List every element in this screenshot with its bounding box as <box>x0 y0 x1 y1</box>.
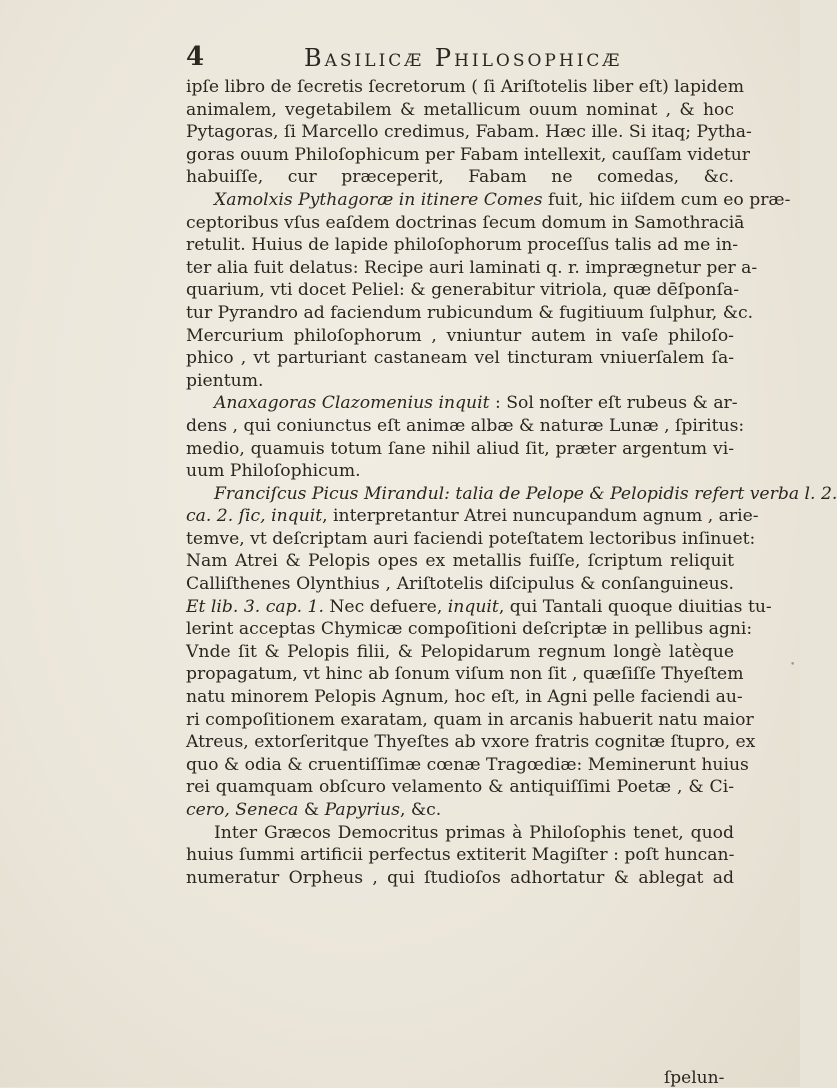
text-line <box>186 234 739 257</box>
text-segment: goras ouum Philoſophicum per Fabam intellexit, cauſſam videtur <box>186 144 751 165</box>
text-segment: Calliſthenes Olynthius , Ariſtotelis diſcipulus & conſanguineus. <box>186 574 734 595</box>
text-line <box>186 663 744 686</box>
text-line <box>186 596 772 619</box>
text-segment: ca. 2. ſic, <box>186 506 272 527</box>
text-line <box>186 867 734 890</box>
page-number: 4 <box>186 42 205 72</box>
catchword: ſpelun- <box>664 1068 725 1088</box>
text-segment: habuiſſe, cur præceperit, Fabam ne comedas, &c. <box>186 167 734 188</box>
text-segment: Inter Græcos Democritus primas à Philoſophis tenet, quod <box>214 822 734 843</box>
text-segment: numeratur Orpheus , qui ſtudioſos adhortatur & ablegat ad <box>186 867 734 888</box>
margin-mark: • <box>790 660 796 670</box>
text-segment: Nec defuere, <box>323 596 448 617</box>
text-line <box>186 460 734 483</box>
text-line <box>186 370 734 393</box>
text-segment: inquit <box>271 506 323 527</box>
text-segment: medio, quamuis totum ſane nihil aliud ſit, præter argentum vi- <box>186 438 734 459</box>
text-line <box>186 438 734 461</box>
text-line <box>186 799 734 822</box>
text-segment: ter alia fuit delatus: Recipe auri laminati q. r. imprægnetur per a- <box>186 257 758 278</box>
text-segment: cero, Seneca <box>186 800 299 820</box>
text-segment: inquit <box>447 596 499 617</box>
text-segment: pientum. <box>186 370 264 391</box>
text-line <box>186 166 734 189</box>
text-line <box>186 279 740 302</box>
text-line <box>186 347 734 370</box>
text-line <box>186 189 791 212</box>
text-segment: dens , qui coniunctus eſt animæ albæ & naturæ Lunæ , ſpiritus: <box>186 415 745 436</box>
text-segment: : Sol noſter eſt rubeus & ar- <box>489 393 738 414</box>
text-segment: Nam Atrei & Pelopis opes ex metallis fuiſſe, ſcriptum reliquit <box>186 551 734 572</box>
text-line <box>186 686 743 709</box>
text-line <box>186 302 754 325</box>
text-segment: rei quamquam obſcuro velamento & antiquiſſimi Poetæ , & Ci- <box>186 777 734 798</box>
text-segment: retulit. Huius de lapide philoſophorum proceſſus talis ad me in- <box>186 235 739 256</box>
text-line <box>186 212 745 235</box>
text-segment: quarium, vti docet Peliel: & generabitur vitriola, quæ dēſponſa- <box>186 280 740 301</box>
text-segment: & <box>298 800 325 820</box>
text-segment: , &c. <box>399 800 442 820</box>
text-segment: propagatum, vt hinc ab ſonum viſum non ſit , quæſiſſe Thyeſtem <box>186 664 744 685</box>
text-segment: natu minorem Pelopis Agnum, hoc eſt, in Agni pelle faciendi au- <box>186 687 743 708</box>
text-line <box>186 325 734 348</box>
text-line <box>186 573 734 596</box>
text-segment: phico , vt parturiant castaneam vel tincturam vniuerſalem ſa- <box>186 348 734 369</box>
text-line <box>186 641 734 664</box>
text-line <box>186 505 759 528</box>
text-line <box>186 121 752 144</box>
text-segment: tur Pyrandro ad faciendum rubicundum & fugitiuum ſulphur, &c. <box>186 302 754 323</box>
text-segment: Pytagoras, ſi Marcello credimus, Fabam. Hæc ille. Si itaq; Pytha- <box>186 122 752 143</box>
body-text <box>186 76 837 889</box>
text-segment: Xamolxis Pythagoræ in itinere Comes <box>214 189 543 210</box>
text-segment: temve, vt deſcriptam auri faciendi poteſtatem lectoribus inſinuet: <box>186 528 756 549</box>
text-segment: Papyrius <box>324 800 400 820</box>
text-line <box>186 528 756 551</box>
text-segment: animalem, vegetabilem & metallicum ouum nominat , & hoc <box>186 99 734 120</box>
text-line <box>186 483 837 506</box>
text-line <box>186 257 758 280</box>
page-header <box>186 42 746 78</box>
text-segment: Mercurium philoſophorum , vniuntur autem in vaſe philoſo- <box>186 325 734 346</box>
text-line <box>186 709 754 732</box>
text-segment: Atreus, extorſeritque Thyeſtes ab vxore fratris cognitæ ſtupro, ex <box>186 732 756 753</box>
text-line <box>186 776 734 799</box>
text-line <box>186 76 744 99</box>
text-segment: Franciſcus Picus Mirandul: talia de Pelope & Pelopidis refert verba l. 2. <box>214 483 837 504</box>
text-line <box>186 99 734 122</box>
text-segment: ipſe libro de ſecretis ſecretorum ( ſi Ariſtotelis liber eſt) lapidem <box>186 77 744 97</box>
text-segment: fuit, hic iiſdem cum eo præ- <box>542 189 791 210</box>
text-segment: Et lib. 3. cap. 1. <box>186 596 324 617</box>
text-line <box>186 618 753 641</box>
text-segment: huius ſummi artificii perfectus extiterit Magiſter : poſt huncan- <box>186 845 735 866</box>
text-line <box>186 144 751 167</box>
text-line <box>186 822 734 845</box>
text-segment: , interpretantur Atrei nuncupandum agnum , arie- <box>322 506 759 527</box>
text-line <box>186 392 738 415</box>
text-line <box>186 415 745 438</box>
text-line <box>186 844 734 867</box>
text-segment: ri compoſitionem exaratam, quam in arcanis habuerit natu maior <box>186 709 754 730</box>
text-line <box>186 550 734 573</box>
text-segment: , qui Tantali quoque diuitias tu- <box>498 596 772 617</box>
running-title: Basilicæ Philosophicæ <box>304 44 623 72</box>
text-line <box>186 731 756 754</box>
text-segment: uum Philoſophicum. <box>186 461 361 482</box>
text-segment: Anaxagoras Clazomenius inquit <box>214 393 490 414</box>
text-segment: quo & odia & cruentiſſimæ cœnæ Tragœdiæ: Meminerunt huius <box>186 754 749 775</box>
text-segment: lerint acceptas Chymicæ compoſitioni deſcriptæ in pellibus agni: <box>186 619 753 640</box>
text-segment: ceptoribus vſus eaſdem doctrinas ſecum domum in Samothraciā <box>186 212 745 233</box>
text-line <box>186 754 749 777</box>
text-segment: Vnde ſit & Pelopis filii, & Pelopidarum regnum longè latèque <box>186 641 734 662</box>
